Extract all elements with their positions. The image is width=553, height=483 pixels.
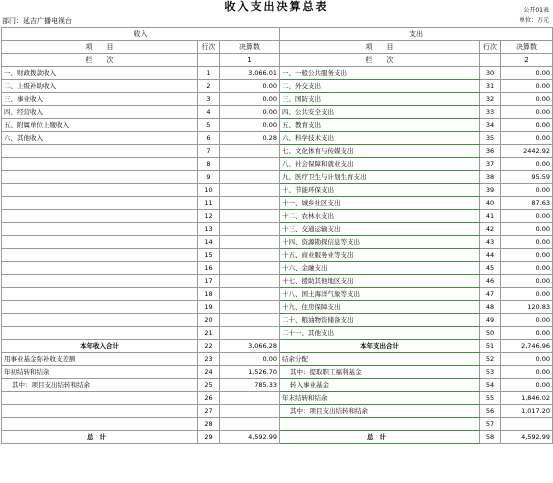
- expense-item: 十九、住房保障支出: [280, 301, 480, 314]
- income-row-number: 5: [198, 119, 220, 132]
- income-amount: [220, 288, 280, 301]
- expense-amount: 2,746.96: [501, 340, 553, 353]
- expense-item: 二十、粮油物资储备支出: [280, 314, 480, 327]
- income-item: [2, 314, 198, 327]
- expense-item: 结余分配: [280, 353, 480, 366]
- expense-amount: 0.00: [501, 249, 553, 262]
- expense-amount: 87.63: [501, 197, 553, 210]
- income-row-number: 18: [198, 288, 220, 301]
- income-section-header: 收入: [2, 28, 280, 41]
- expense-item-header: 项 目: [280, 41, 480, 54]
- income-expense-table: [1, 27, 553, 444]
- expense-item: 九、医疗卫生与计划生育支出: [280, 171, 480, 184]
- income-amount: 0.28: [220, 132, 280, 145]
- expense-amount: 0.00: [501, 67, 553, 80]
- expense-row-number: 32: [480, 93, 501, 106]
- table-row: [2, 158, 553, 171]
- income-amount: 785.33: [220, 379, 280, 392]
- income-item: 用事业基金弥补收支差额: [2, 353, 198, 366]
- table-row: [2, 249, 553, 262]
- expense-amount: 0.00: [501, 314, 553, 327]
- income-row-number: 12: [198, 210, 220, 223]
- income-amount: 0.00: [220, 80, 280, 93]
- income-row-number: 13: [198, 223, 220, 236]
- income-item: 四、经营收入: [2, 106, 198, 119]
- expense-item: 二、外交支出: [280, 80, 480, 93]
- expense-row-number: 45: [480, 262, 501, 275]
- expense-item: 五、教育支出: [280, 119, 480, 132]
- income-item: [2, 275, 198, 288]
- table-row: [2, 145, 553, 158]
- income-row-number: 20: [198, 314, 220, 327]
- expense-amount: 0.00: [501, 366, 553, 379]
- expense-amount: 0.00: [501, 184, 553, 197]
- expense-amount: 0.00: [501, 119, 553, 132]
- income-item: [2, 158, 198, 171]
- expense-row-number: 58: [480, 431, 501, 444]
- income-item: [2, 223, 198, 236]
- income-amount: 0.00: [220, 353, 280, 366]
- income-row-number: 1: [198, 67, 220, 80]
- income-amount: [220, 145, 280, 158]
- income-row-number: 7: [198, 145, 220, 158]
- table-row: [2, 379, 553, 392]
- table-row: [2, 301, 553, 314]
- expense-row-number: 52: [480, 353, 501, 366]
- expense-row-number: 37: [480, 158, 501, 171]
- income-amount: [220, 223, 280, 236]
- table-row: [2, 366, 553, 379]
- expense-amount: 0.00: [501, 93, 553, 106]
- income-lanci: 栏 次: [2, 54, 198, 67]
- income-item: [2, 405, 198, 418]
- expense-item: 总计: [280, 431, 480, 444]
- income-amount: 3,066.01: [220, 67, 280, 80]
- income-row-number: 6: [198, 132, 220, 145]
- expense-amount-header: 决算数: [501, 41, 553, 54]
- expense-row-number: 41: [480, 210, 501, 223]
- expense-item: 六、科学技术支出: [280, 132, 480, 145]
- income-amount: 0.00: [220, 106, 280, 119]
- expense-row-number: 46: [480, 275, 501, 288]
- income-row-number: 24: [198, 366, 220, 379]
- total-row: [2, 431, 553, 444]
- expense-item: 十四、资源勘探信息等支出: [280, 236, 480, 249]
- expense-item: 十、节能环保支出: [280, 184, 480, 197]
- income-item-header: 项 目: [2, 41, 198, 54]
- expense-row-number: 42: [480, 223, 501, 236]
- income-row-number: 17: [198, 275, 220, 288]
- expense-amount: 0.00: [501, 353, 553, 366]
- income-item: [2, 145, 198, 158]
- income-row-number: 23: [198, 353, 220, 366]
- income-amount: [220, 314, 280, 327]
- expense-amount: 4,592.99: [501, 431, 553, 444]
- expense-row-number: 47: [480, 288, 501, 301]
- expense-amount: 0.00: [501, 288, 553, 301]
- expense-row-number: 57: [480, 418, 501, 431]
- expense-row-number: 51: [480, 340, 501, 353]
- income-amount: 0.00: [220, 93, 280, 106]
- income-amount: [220, 327, 280, 340]
- expense-row-number: 50: [480, 327, 501, 340]
- income-item: [2, 288, 198, 301]
- income-amount: [220, 158, 280, 171]
- income-item: 三、事业收入: [2, 93, 198, 106]
- expense-amount: 1,846.02: [501, 392, 553, 405]
- income-amount: [220, 392, 280, 405]
- expense-section-header: 支出: [280, 28, 553, 41]
- expense-item: 二十一、其他支出: [280, 327, 480, 340]
- table-row: [2, 132, 553, 145]
- table-row: [2, 223, 553, 236]
- income-item: 五、附属单位上缴收入: [2, 119, 198, 132]
- income-amount: [220, 236, 280, 249]
- expense-item: 三、国防支出: [280, 93, 480, 106]
- expense-amount: 0.00: [501, 262, 553, 275]
- income-item: [2, 236, 198, 249]
- form-number: 公开01表: [523, 7, 549, 14]
- expense-item: 十二、农林水支出: [280, 210, 480, 223]
- income-item: 其中：项目支出结转和结余: [2, 379, 198, 392]
- expense-item: 十八、国土海洋气象等支出: [280, 288, 480, 301]
- income-amount-header: 决算数: [220, 41, 280, 54]
- income-amount: [220, 301, 280, 314]
- table-row: [2, 80, 553, 93]
- income-rowno-header: 行次: [198, 41, 220, 54]
- income-item: [2, 249, 198, 262]
- income-row-number: 8: [198, 158, 220, 171]
- expense-item: 十三、交通运输支出: [280, 223, 480, 236]
- income-item: 六、其他收入: [2, 132, 198, 145]
- expense-amount: 120.83: [501, 301, 553, 314]
- income-amount: 0.00: [220, 119, 280, 132]
- income-item: [2, 418, 198, 431]
- table-row: [2, 288, 553, 301]
- table-row: [2, 262, 553, 275]
- table-row: [2, 392, 553, 405]
- expense-row-number: 44: [480, 249, 501, 262]
- income-item: [2, 197, 198, 210]
- income-row-number: 4: [198, 106, 220, 119]
- income-amount: [220, 197, 280, 210]
- income-row-number: 10: [198, 184, 220, 197]
- income-row-number: 19: [198, 301, 220, 314]
- income-row-number: 11: [198, 197, 220, 210]
- expense-item: 四、公共安全支出: [280, 106, 480, 119]
- income-row-number: 27: [198, 405, 220, 418]
- expense-lanci-blank: [480, 54, 501, 67]
- expense-row-number: 38: [480, 171, 501, 184]
- expense-row-number: 30: [480, 67, 501, 80]
- income-row-number: 22: [198, 340, 220, 353]
- expense-row-number: 31: [480, 80, 501, 93]
- table-row: [2, 106, 553, 119]
- expense-row-number: 43: [480, 236, 501, 249]
- income-item: [2, 301, 198, 314]
- expense-item: 十六、金融支出: [280, 262, 480, 275]
- expense-item: [280, 418, 480, 431]
- expense-item: 一、一般公共服务支出: [280, 67, 480, 80]
- income-amount: [220, 405, 280, 418]
- expense-row-number: 39: [480, 184, 501, 197]
- income-amount: [220, 262, 280, 275]
- income-item: [2, 392, 198, 405]
- expense-amount: 0.00: [501, 158, 553, 171]
- expense-amount: 0.00: [501, 132, 553, 145]
- income-amount: [220, 418, 280, 431]
- table-row: [2, 327, 553, 340]
- income-item: [2, 262, 198, 275]
- expense-amount: 0.00: [501, 223, 553, 236]
- table-row: [2, 197, 553, 210]
- table-row: [2, 418, 553, 431]
- income-amount: 4,592.99: [220, 431, 280, 444]
- expense-col-number: 2: [501, 54, 553, 67]
- expense-row-number: 40: [480, 197, 501, 210]
- income-item: [2, 171, 198, 184]
- expense-row-number: 48: [480, 301, 501, 314]
- income-item: [2, 184, 198, 197]
- expense-item: 转入事业基金: [280, 379, 480, 392]
- table-row: [2, 353, 553, 366]
- table-row: [2, 184, 553, 197]
- expense-amount: 0.00: [501, 236, 553, 249]
- header-row-lanci: [2, 54, 553, 67]
- table-row: [2, 405, 553, 418]
- expense-amount: 0.00: [501, 379, 553, 392]
- expense-amount: 1,017.20: [501, 405, 553, 418]
- income-amount: [220, 184, 280, 197]
- table-row: [2, 275, 553, 288]
- expense-row-number: 53: [480, 366, 501, 379]
- income-amount: [220, 249, 280, 262]
- table-row: [2, 236, 553, 249]
- expense-lanci: 栏 次: [280, 54, 480, 67]
- income-item: [2, 327, 198, 340]
- expense-amount: 95.59: [501, 171, 553, 184]
- header-row-sections: [2, 28, 553, 41]
- income-row-number: 16: [198, 262, 220, 275]
- unit-label: 单位：万元: [518, 17, 549, 24]
- expense-row-number: 35: [480, 132, 501, 145]
- expense-row-number: 49: [480, 314, 501, 327]
- income-row-number: 29: [198, 431, 220, 444]
- income-amount: 3,066.28: [220, 340, 280, 353]
- table-row: [2, 93, 553, 106]
- expense-item: 其中：提取职工福利基金: [280, 366, 480, 379]
- income-amount: 1,526.70: [220, 366, 280, 379]
- income-item: 一、财政拨款收入: [2, 67, 198, 80]
- income-row-number: 21: [198, 327, 220, 340]
- income-amount: [220, 210, 280, 223]
- expense-amount: 0.00: [501, 275, 553, 288]
- income-amount: [220, 171, 280, 184]
- income-row-number: 2: [198, 80, 220, 93]
- expense-row-number: 34: [480, 119, 501, 132]
- income-row-number: 26: [198, 392, 220, 405]
- expense-amount: [501, 418, 553, 431]
- table-row: [2, 171, 553, 184]
- income-amount: [220, 275, 280, 288]
- income-item: 二、上级补助收入: [2, 80, 198, 93]
- expense-amount: 0.00: [501, 80, 553, 93]
- expense-amount: 2442.92: [501, 145, 553, 158]
- table-row: [2, 314, 553, 327]
- income-item: [2, 210, 198, 223]
- income-col-number: 1: [220, 54, 280, 67]
- income-row-number: 15: [198, 249, 220, 262]
- table-row: [2, 210, 553, 223]
- table-row: [2, 119, 553, 132]
- income-lanci-blank: [198, 54, 220, 67]
- expense-item: 年末结转和结余: [280, 392, 480, 405]
- income-row-number: 14: [198, 236, 220, 249]
- expense-row-number: 33: [480, 106, 501, 119]
- income-row-number: 28: [198, 418, 220, 431]
- expense-amount: 0.00: [501, 327, 553, 340]
- department-label: 部门：延吉广播电视台: [2, 17, 72, 25]
- income-row-number: 25: [198, 379, 220, 392]
- expense-amount: 0.00: [501, 106, 553, 119]
- expense-item: 其中：项目支出结转和结余: [280, 405, 480, 418]
- expense-row-number: 54: [480, 379, 501, 392]
- expense-rowno-header: 行次: [480, 41, 501, 54]
- expense-item: 本年支出合计: [280, 340, 480, 353]
- income-item: 年初结转和结余: [2, 366, 198, 379]
- income-row-number: 9: [198, 171, 220, 184]
- expense-item: 十一、城乡社区支出: [280, 197, 480, 210]
- expense-row-number: 36: [480, 145, 501, 158]
- expense-item: 八、社会保障和就业支出: [280, 158, 480, 171]
- subtotal-row: [2, 340, 553, 353]
- income-row-number: 3: [198, 93, 220, 106]
- expense-row-number: 55: [480, 392, 501, 405]
- expense-item: 十五、商业服务业等支出: [280, 249, 480, 262]
- income-item: 本年收入合计: [2, 340, 198, 353]
- expense-row-number: 56: [480, 405, 501, 418]
- table-row: [2, 67, 553, 80]
- income-item: 总计: [2, 431, 198, 444]
- header-row-columns: [2, 41, 553, 54]
- expense-item: 七、文化体育与传媒支出: [280, 145, 480, 158]
- expense-item: 十七、援助其他地区支出: [280, 275, 480, 288]
- expense-amount: 0.00: [501, 210, 553, 223]
- report-title: 收入支出决算总表: [224, 0, 329, 13]
